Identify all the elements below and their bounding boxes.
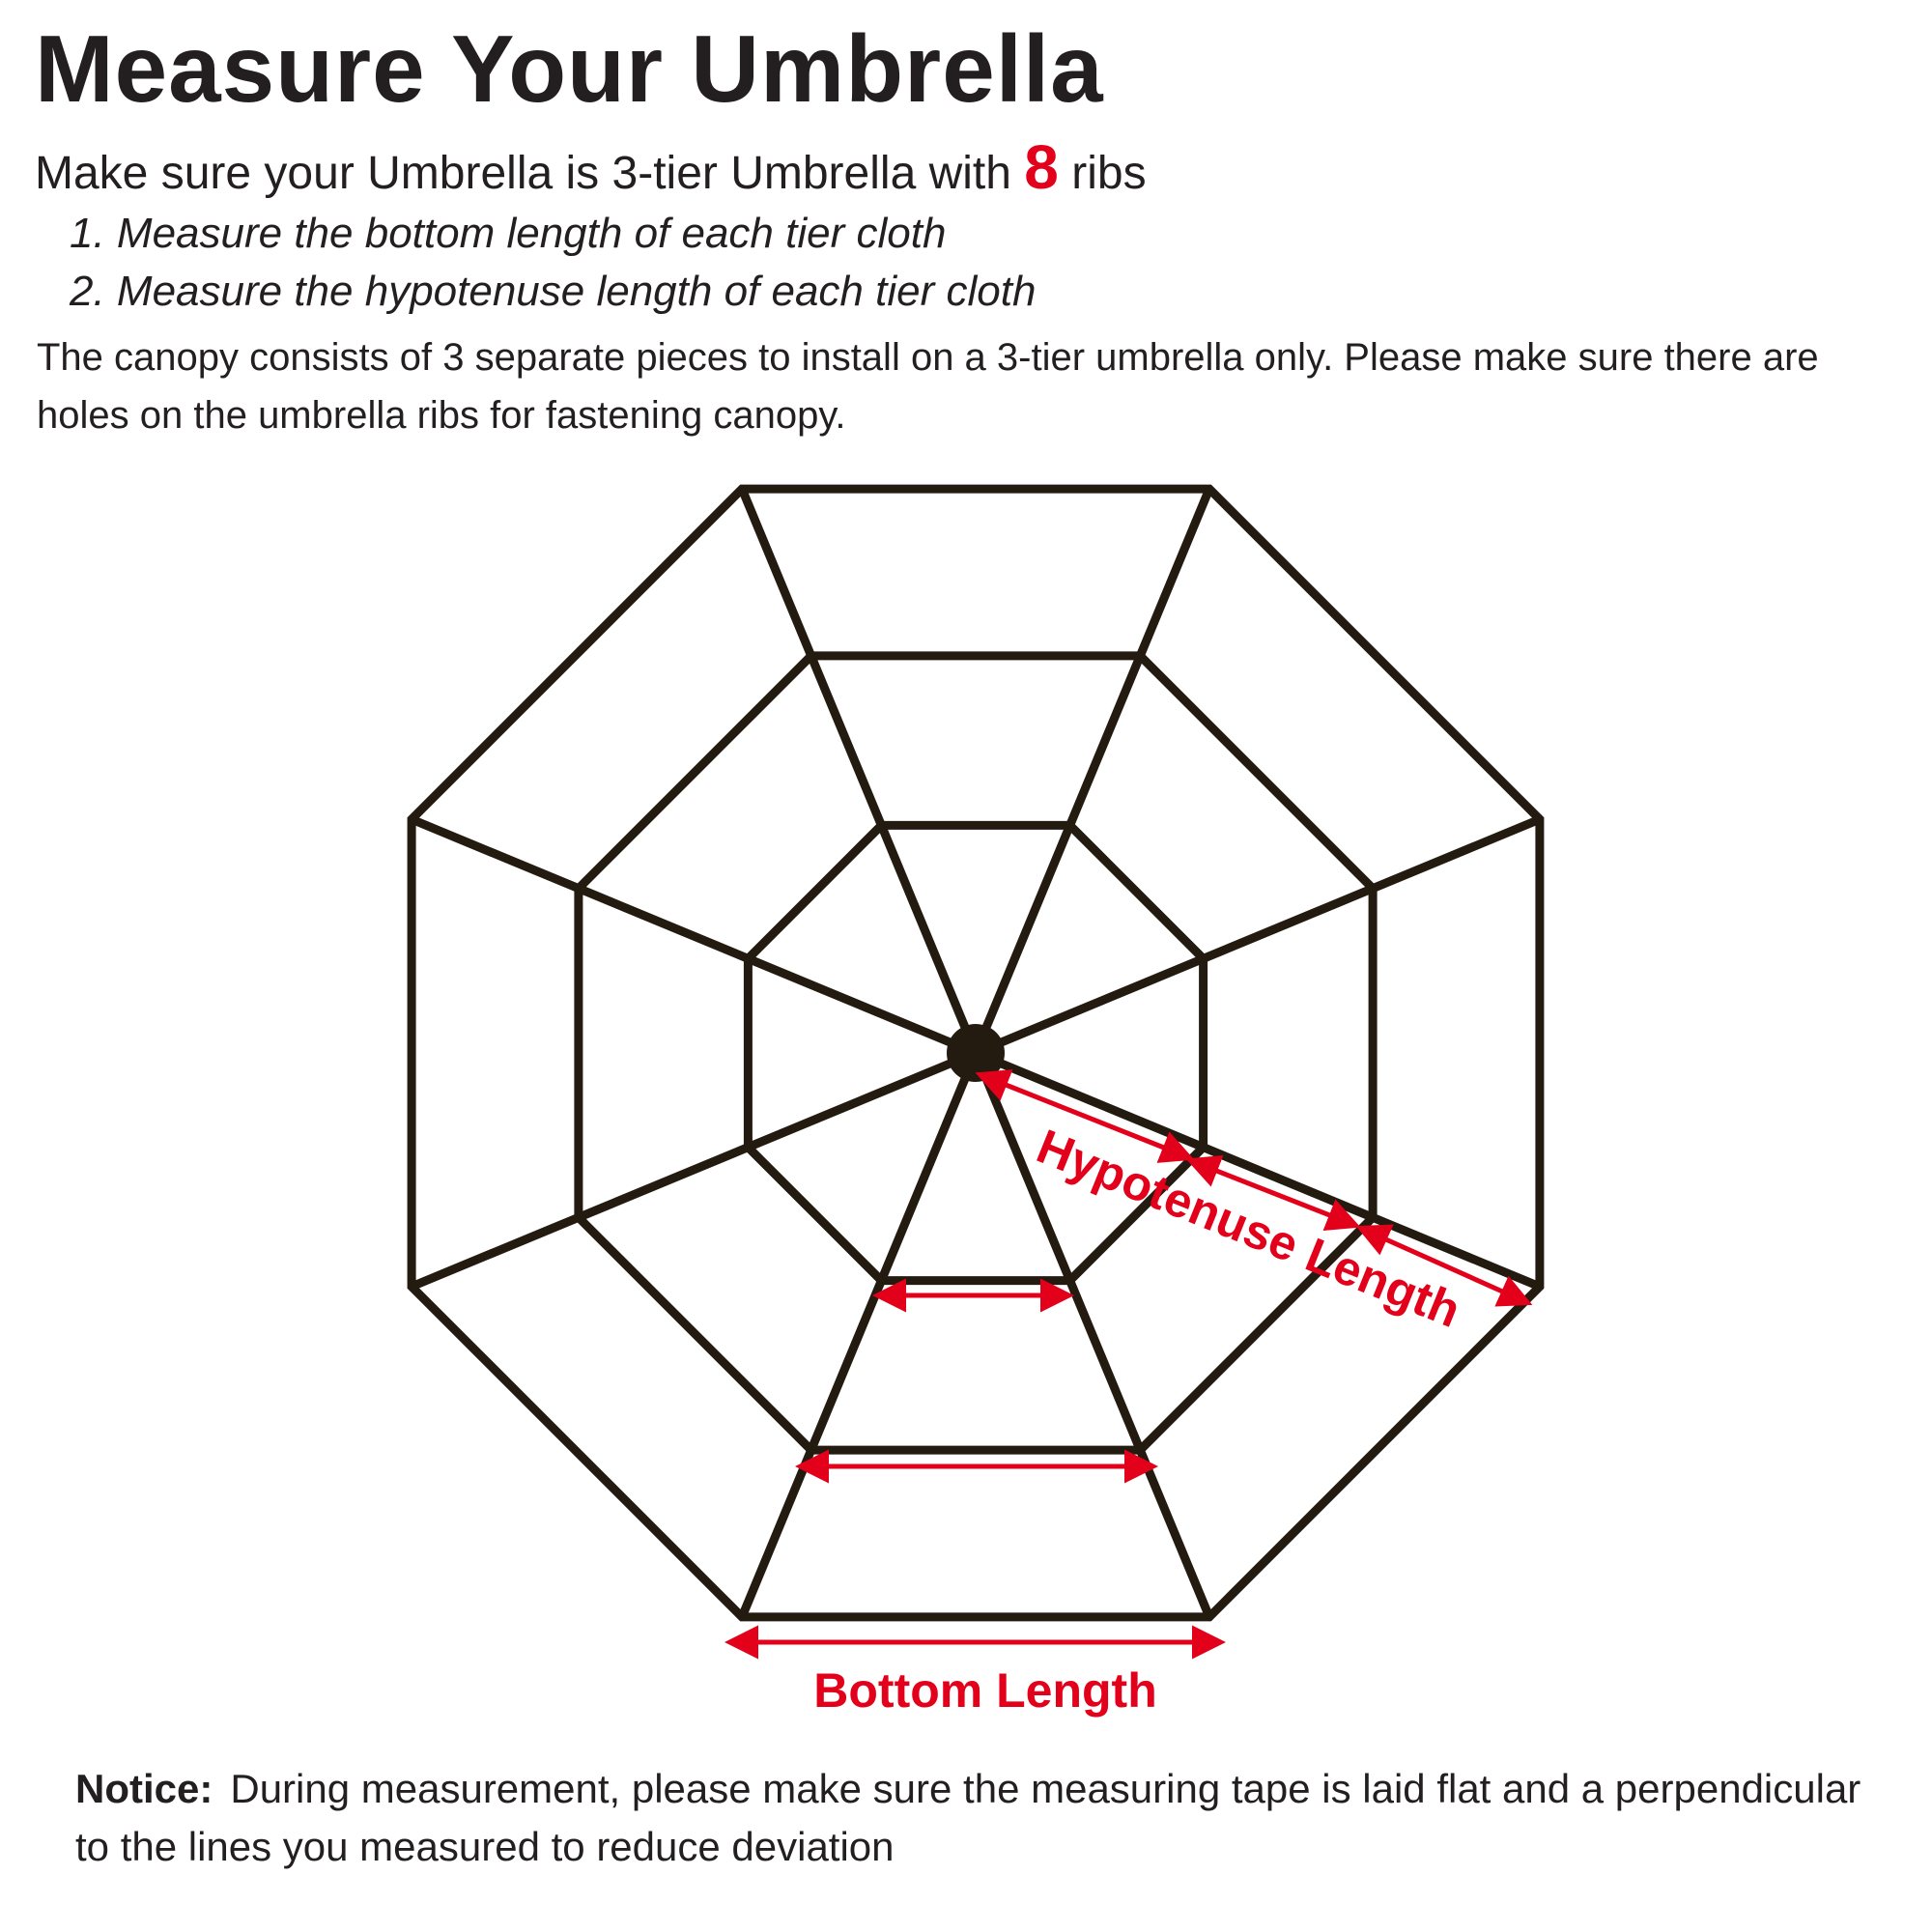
rib-count: 8: [1024, 132, 1059, 202]
step-item: 2. Measure the hypotenuse length of each tier cloth: [70, 268, 1037, 315]
notice: [75, 1760, 1891, 1876]
bottom-length-label: Bottom Length: [813, 1663, 1157, 1718]
step-item: 1. Measure the bottom length of each tier cloth: [70, 210, 947, 257]
subtitle-suffix: ribs: [1071, 148, 1147, 199]
umbrella-center-hub: [947, 1024, 1005, 1082]
hypotenuse-label: Hypotenuse Length: [1029, 1119, 1468, 1339]
notice-text: During measurement, please make sure the measuring tape is laid flat and a perpendicular to the lines you measured to reduce deviation: [75, 1766, 1861, 1869]
page-title: Measure Your Umbrella: [35, 15, 1104, 122]
subtitle-text: Make sure your Umbrella is 3-tier Umbrella with: [35, 148, 1011, 199]
description: The canopy consists of 3 separate pieces to install on a 3-tier umbrella only. Please make sure there are holes on the umbrella ribs for fastening canopy.: [37, 336, 1819, 437]
notice-label: Notice:: [75, 1766, 213, 1811]
